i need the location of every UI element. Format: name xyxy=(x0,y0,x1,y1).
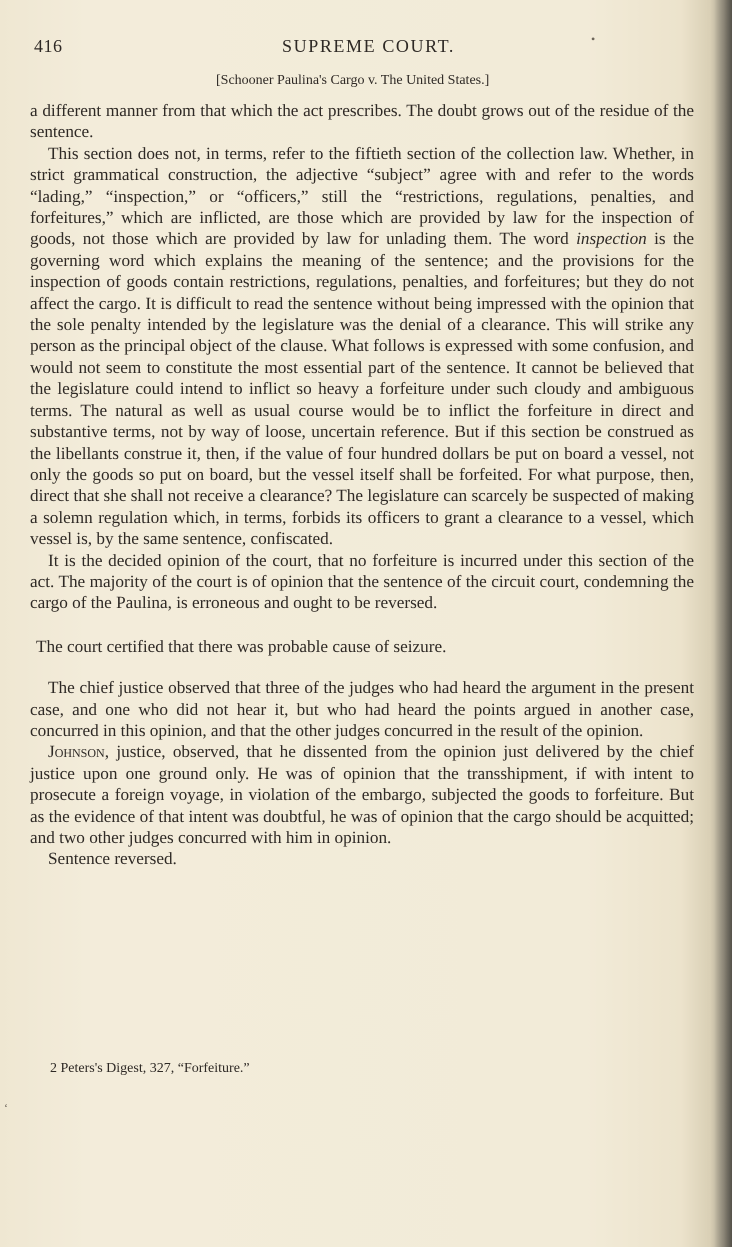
paragraph-gap xyxy=(30,614,694,636)
running-title: SUPREME COURT. xyxy=(282,36,456,56)
paragraph-court-opinion: It is the decided opinion of the court, that no forfeiture is incurred under this section of the act. The majority of the court is of opinion that the sentence of the circuit court, condemning the cargo of the Paulina, is erroneous and ought to be reversed. xyxy=(30,550,694,613)
paragraph-chief-justice: The chief justice observed that three of the judges who had heard the argument in the present case, and one who did not hear it, but who had heard the points argued in another case, concurred in this opinion, and that the other judges concurred in the result of the opinion. xyxy=(30,678,694,740)
paragraph-opening: a different manner from that which the act prescribes. The doubt grows out of the residue of the sentence. xyxy=(30,101,694,142)
case-caption: [Schooner Paulina's Cargo v. The United States.] xyxy=(216,73,490,88)
page-header xyxy=(34,36,644,62)
page-number: 416 xyxy=(34,36,63,56)
paragraph-sentence-reversed: Sentence reversed. xyxy=(48,849,177,869)
paragraph-section-analysis xyxy=(30,143,694,550)
footnote-reference: 2 Peters's Digest, 327, “Forfeiture.” xyxy=(50,1061,250,1076)
page-edge-shadow xyxy=(714,0,732,1247)
print-mark: • xyxy=(591,32,596,46)
paragraph-johnson-dissent xyxy=(30,741,694,848)
paragraph-gap xyxy=(30,657,694,677)
paragraph-probable-cause: The court certified that there was probable cause of seizure. xyxy=(36,636,447,656)
emphasis-inspection: inspection xyxy=(576,229,647,249)
opinion-text xyxy=(30,100,694,870)
paragraph-johnson-dissent-text: , justice, observed, that he dissented from the opinion just delivered by the chief justice upon one ground only. He was of opinion that the transshipment, if with intent to prosecute a foreign voyage, in violation of the embargo, subjected the goods to forfeiture. But as the evidence of that intent was doubtful, he was of opinion that the cargo should be acquitted; and two other judges concurred with him in opinion. xyxy=(30,742,694,847)
paragraph-section-analysis-part-2: is the governing word which explains the meaning of the sentence; and the provisions for the inspection of goods contain restrictions, regulations, penalties, and forfeitures; but they do not affect the cargo. It is difficult to read the sentence without being impressed with the opinion that the sole penalty intended by the legislature was the denial of a clearance. This will strike any person as the principal object of the clause. What follows is expressed with some confusion, and would not seem to constitute the most essential part of the sentence. It cannot be believed that the legislature could intend to inflict so heavy a forfeiture under such cloudy and ambiguous terms. The natural as well as usual course would be to inflict the forfeiture in direct and substantive terms, not by way of loose, uncertain reference. But if this section be construed as the libellants construe it, then, if the value of four hundred dollars be put on board a vessel, not only the goods so put on board, but the vessel itself shall be forfeited. For what purpose, then, direct that she shall not receive a clearance? The legislature can scarcely be suspected of making a solemn regulation which, in terms, forbids its officers to grant a clearance to a vessel, which vessel is, by the same sentence, confiscated. xyxy=(30,229,694,549)
margin-mark: ‘ xyxy=(4,1101,8,1115)
justice-name-johnson: Johnson xyxy=(48,742,105,762)
paragraph-section-analysis-part-1: This section does not, in terms, refer to the fiftieth section of the collection law. Whether, in strict grammatical construction, the adjective “subject” agree with and refer to the words “lading,” “inspection,” or “officers,” still the “restrictions, regulations, penalties, and forfeitures,” which are inflicted, are those which are provided by law for the inspection of goods, not those which are provided by law for unlading them. The word xyxy=(30,143,694,249)
